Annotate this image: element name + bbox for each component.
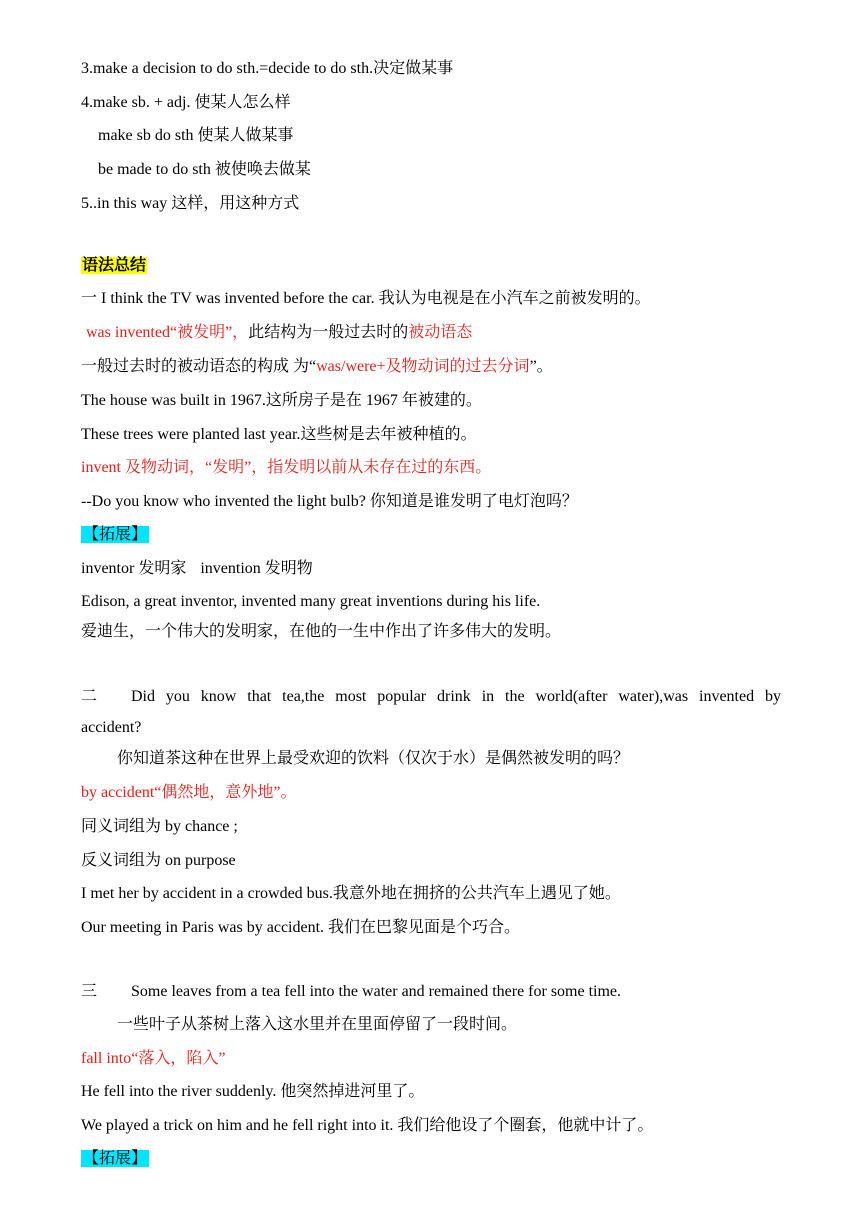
section-1-question: --Do you know who invented the light bulb? 你知道是谁发明了电灯泡吗？ bbox=[81, 493, 578, 510]
section-3-fall-into: fall into“落入，陷入” bbox=[81, 1050, 226, 1067]
extension-1-example-cn: 爱迪生，一个伟大的发明家，在他的一生中作出了许多伟大的发明。 bbox=[81, 623, 562, 640]
section-3-sentence bbox=[81, 981, 781, 1003]
section-1-text: I think the TV was invented before the car. 我认为电视是在小汽车之前被发明的。 bbox=[101, 290, 651, 307]
section-1-number: 一 bbox=[81, 290, 98, 307]
section-2-example-1: I met her by accident in a crowded bus.我意外地在拥挤的公共汽车上遇见了她。 bbox=[81, 885, 621, 902]
passive-term: was invented“被发明”， bbox=[86, 324, 249, 341]
section-2-synonym: 同义词组为 by chance ; bbox=[81, 818, 238, 835]
grammar-heading-text: 语法总结 bbox=[82, 257, 147, 274]
word-inventor: inventor 发明家 bbox=[81, 560, 187, 577]
section-3-text: Some leaves from a tea fell into the water and remained there for some time. bbox=[131, 983, 622, 1000]
extension-label-1 bbox=[81, 524, 781, 546]
section-3-example-1: He fell into the river suddenly. 他突然掉进河里了。 bbox=[81, 1083, 425, 1100]
rule-prefix: 一般过去时的被动语态的构成 为“ bbox=[81, 358, 317, 375]
extension-label-2 bbox=[81, 1148, 781, 1170]
section-2-antonym: 反义词组为 on purpose bbox=[81, 852, 236, 869]
section-1-passive-note bbox=[86, 322, 781, 344]
extension-1-example-en: Edison, a great inventor, invented many great inventions during his life. bbox=[81, 593, 541, 610]
phrase-line-4: 4.make sb. + adj. 使某人怎么样 bbox=[81, 94, 291, 111]
section-2-text-a: Did you know that tea,the most popular drink in the world(after water),was invented by bbox=[131, 688, 781, 705]
section-2-sentence-b: accident? bbox=[81, 719, 142, 736]
extension-label-2-text: 【拓展】 bbox=[83, 1150, 148, 1167]
section-1-invent-note: invent 及物动词，“发明”，指发明以前从未存在过的东西。 bbox=[81, 459, 492, 476]
extension-1-words bbox=[81, 558, 781, 580]
section-2-by-accident: by accident“偶然地，意外地”。 bbox=[81, 784, 297, 801]
passive-voice-term: 被动语态 bbox=[408, 324, 473, 341]
extension-label-1-text: 【拓展】 bbox=[83, 526, 148, 543]
section-1-rule bbox=[81, 356, 781, 378]
phrase-line-4a: make sb do sth 使某人做某事 bbox=[98, 127, 294, 144]
section-1-example-2: These trees were planted last year.这些树是去年被种植的。 bbox=[81, 426, 477, 443]
grammar-heading bbox=[81, 255, 781, 277]
section-2-sentence-a bbox=[81, 686, 781, 708]
phrase-line-4b: be made to do sth 被使唤去做某 bbox=[98, 161, 311, 178]
word-invention: invention 发明物 bbox=[200, 560, 313, 577]
rule-formula: was/were+及物动词的过去分词 bbox=[316, 358, 530, 375]
passive-desc: 此结构为一般过去时的 bbox=[248, 324, 409, 341]
phrase-line-5: 5..in this way 这样，用这种方式 bbox=[81, 195, 300, 212]
section-2-example-2: Our meeting in Paris was by accident. 我们在巴黎见面是个巧合。 bbox=[81, 919, 521, 936]
section-3-translation: 一些叶子从茶树上落入这水里并在里面停留了一段时间。 bbox=[117, 1016, 518, 1033]
phrase-line-3: 3.make a decision to do sth.=decide to do sth.决定做某事 bbox=[81, 60, 454, 77]
section-1-sentence bbox=[81, 288, 781, 310]
section-2-translation: 你知道茶这种在世界上最受欢迎的饮料（仅次于水）是偶然被发明的吗？ bbox=[117, 750, 630, 767]
section-3-example-2: We played a trick on him and he fell right into it. 我们给他设了个圈套，他就中计了。 bbox=[81, 1117, 654, 1134]
section-2-number: 二 bbox=[81, 688, 98, 705]
rule-suffix: ”。 bbox=[529, 358, 553, 375]
section-3-number: 三 bbox=[81, 983, 98, 1000]
section-1-example-1: The house was built in 1967.这所房子是在 1967 年被建的。 bbox=[81, 392, 482, 409]
